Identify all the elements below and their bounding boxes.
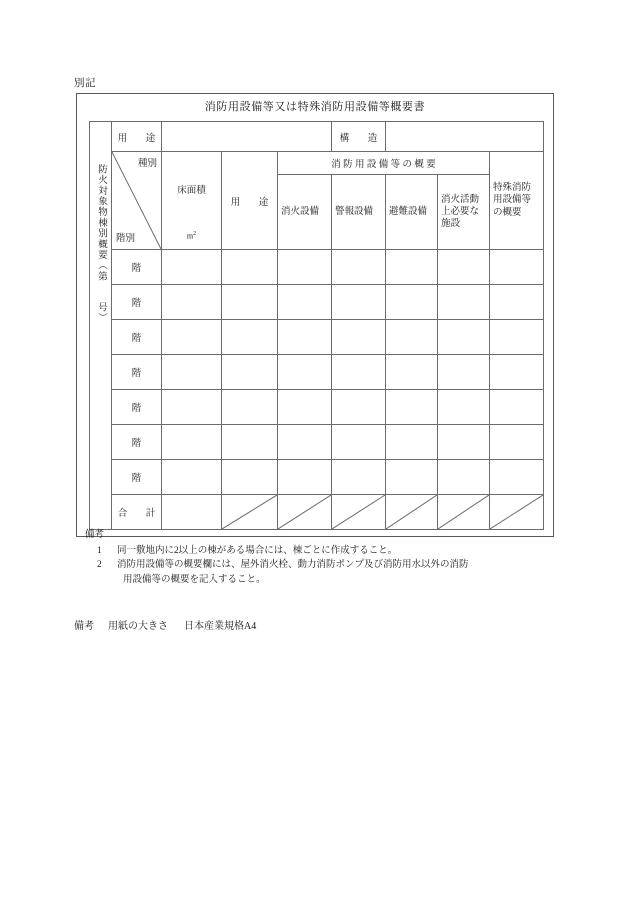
note-text <box>117 558 545 587</box>
equipment-group-label: 消 防 用 設 備 等 の 概 要 <box>331 160 436 170</box>
firefighting-activity-cell[interactable] <box>438 355 490 390</box>
header-row-use-structure <box>90 122 544 152</box>
table-row <box>90 460 544 495</box>
alarm-cell[interactable] <box>332 460 386 495</box>
equipment-column-label: 警報設備 <box>335 206 374 217</box>
floor-label-cell: 階 <box>112 320 162 355</box>
table-row <box>90 285 544 320</box>
special-equipment-cell[interactable] <box>490 285 544 320</box>
diagonal-strike-icon <box>438 495 489 529</box>
alarm-cell[interactable] <box>332 390 386 425</box>
equipment-column-fire-extinguishing <box>278 175 332 250</box>
table-row <box>90 320 544 355</box>
evacuation-cell[interactable] <box>386 320 438 355</box>
floor-area-unit: $m^2$ <box>186 231 197 241</box>
floor-type-label: 階別 <box>116 234 136 244</box>
side-vertical-label-cell <box>90 122 112 530</box>
evacuation-cell[interactable] <box>386 355 438 390</box>
special-equipment-header-cell <box>490 152 544 250</box>
floor-area-label: 床面積 <box>177 186 206 196</box>
equipment-column-label: 避難設備 <box>389 206 428 217</box>
firefighting-activity-cell[interactable] <box>438 320 490 355</box>
floor-area-cell[interactable] <box>162 425 222 460</box>
diagonal-strike-icon <box>490 495 543 529</box>
use-cell[interactable] <box>222 250 278 285</box>
bottom-remark <box>74 622 256 632</box>
use-label-cell <box>112 122 162 152</box>
structure-label: 構 造 <box>339 133 382 144</box>
fire-extinguishing-cell[interactable] <box>278 460 332 495</box>
alarm-cell[interactable] <box>332 285 386 320</box>
use-cell[interactable] <box>222 285 278 320</box>
floor-label-cell: 階 <box>112 285 162 320</box>
note-number: 2 <box>97 560 102 571</box>
evacuation-cell[interactable] <box>386 285 438 320</box>
firefighting-activity-cell[interactable] <box>438 460 490 495</box>
firefighting-activity-cell[interactable] <box>438 250 490 285</box>
floor-area-cell[interactable] <box>162 355 222 390</box>
evacuation-cell[interactable] <box>386 425 438 460</box>
alarm-cell[interactable] <box>332 355 386 390</box>
special-equipment-cell[interactable] <box>490 425 544 460</box>
table-row <box>90 425 544 460</box>
note-number: 1 <box>97 545 102 556</box>
fire-equipment-table <box>89 121 544 530</box>
alarm-cell[interactable] <box>332 425 386 460</box>
use-column-label: 用 途 <box>230 197 273 208</box>
floor-area-cell[interactable] <box>162 390 222 425</box>
fire-extinguishing-cell[interactable] <box>278 355 332 390</box>
special-equipment-cell[interactable] <box>490 355 544 390</box>
note-text-line1: 消防用設備等の概要欄には、屋外消火栓、動力消防ポンプ及び消防用水以外の消防 <box>117 560 469 571</box>
note-item <box>85 544 545 559</box>
note-item <box>85 558 545 587</box>
use-column-header-cell <box>222 152 278 250</box>
evacuation-cell[interactable] <box>386 250 438 285</box>
bottom-remark-label: 備考 <box>74 621 94 632</box>
structure-label-cell <box>332 122 386 152</box>
bottom-remark-text1: 用紙の大きさ <box>108 621 168 632</box>
special-equipment-cell[interactable] <box>490 250 544 285</box>
floor-label-cell: 階 <box>112 355 162 390</box>
alarm-cell[interactable] <box>332 320 386 355</box>
floor-area-cell[interactable] <box>162 460 222 495</box>
firefighting-activity-cell[interactable] <box>438 285 490 320</box>
equipment-column-alarm <box>332 175 386 250</box>
type-label: 種別 <box>137 159 157 169</box>
evacuation-cell[interactable] <box>386 390 438 425</box>
floor-area-cell[interactable] <box>162 320 222 355</box>
special-equipment-cell[interactable] <box>490 320 544 355</box>
table-row <box>90 390 544 425</box>
diagonal-strike-icon <box>386 495 437 529</box>
form-outer-frame <box>76 93 554 586</box>
notes-block <box>77 525 553 597</box>
note-text: 同一敷地内に2以上の棟がある場合には、棟ごとに作成すること。 <box>117 545 398 556</box>
floor-label-cell: 階 <box>112 460 162 495</box>
side-label-main: 防火対象物棟別概要（第 <box>95 164 106 282</box>
note-text-line2: 用設備等の概要を記入すること。 <box>123 575 266 586</box>
use-cell[interactable] <box>222 320 278 355</box>
equipment-group-header-cell <box>278 152 490 175</box>
table-row <box>90 250 544 285</box>
notes-heading: 備考 <box>85 530 105 540</box>
floor-area-cell[interactable] <box>162 285 222 320</box>
total-label: 合 計 <box>117 509 160 519</box>
fire-extinguishing-cell[interactable] <box>278 390 332 425</box>
diagonal-strike-icon <box>222 495 277 529</box>
floor-area-header-cell <box>162 152 222 250</box>
firefighting-activity-cell[interactable] <box>438 425 490 460</box>
equipment-column-firefighting-activity <box>438 175 490 250</box>
equipment-column-label: 消火設備 <box>281 206 320 217</box>
floor-label-cell: 階 <box>112 425 162 460</box>
floor-label-cell: 階 <box>112 390 162 425</box>
use-cell[interactable] <box>222 355 278 390</box>
equipment-column-evacuation <box>386 175 438 250</box>
use-label: 用 途 <box>117 133 160 144</box>
use-cell[interactable] <box>222 460 278 495</box>
use-cell[interactable] <box>222 390 278 425</box>
fire-extinguishing-cell[interactable] <box>278 250 332 285</box>
bottom-remark-text2: 日本産業規格A4 <box>184 621 257 632</box>
special-equipment-cell[interactable] <box>490 460 544 495</box>
firefighting-activity-cell[interactable] <box>438 390 490 425</box>
evacuation-cell[interactable] <box>386 460 438 495</box>
type-floor-diagonal-cell <box>112 152 162 250</box>
side-label-tail: 号） <box>95 301 106 324</box>
special-equipment-label: 特殊消防用設備等の概要 <box>493 183 532 218</box>
fire-extinguishing-cell[interactable] <box>278 320 332 355</box>
structure-value-cell[interactable] <box>386 122 544 152</box>
fire-extinguishing-cell[interactable] <box>278 425 332 460</box>
diagonal-strike-icon <box>278 495 331 529</box>
use-value-cell[interactable] <box>162 122 332 152</box>
floor-area-cell[interactable] <box>162 250 222 285</box>
floor-label-cell: 階 <box>112 250 162 285</box>
diagonal-strike-icon <box>332 495 385 529</box>
header-row-group <box>90 152 544 175</box>
special-equipment-cell[interactable] <box>490 390 544 425</box>
page-title: 消防用設備等又は特殊消防用設備等概要書 <box>204 101 426 113</box>
bekki-label: 別記 <box>74 78 96 89</box>
table-row <box>90 355 544 390</box>
alarm-cell[interactable] <box>332 250 386 285</box>
use-cell[interactable] <box>222 425 278 460</box>
fire-extinguishing-cell[interactable] <box>278 285 332 320</box>
equipment-column-label: 消火活動上必要な施設 <box>441 194 480 230</box>
